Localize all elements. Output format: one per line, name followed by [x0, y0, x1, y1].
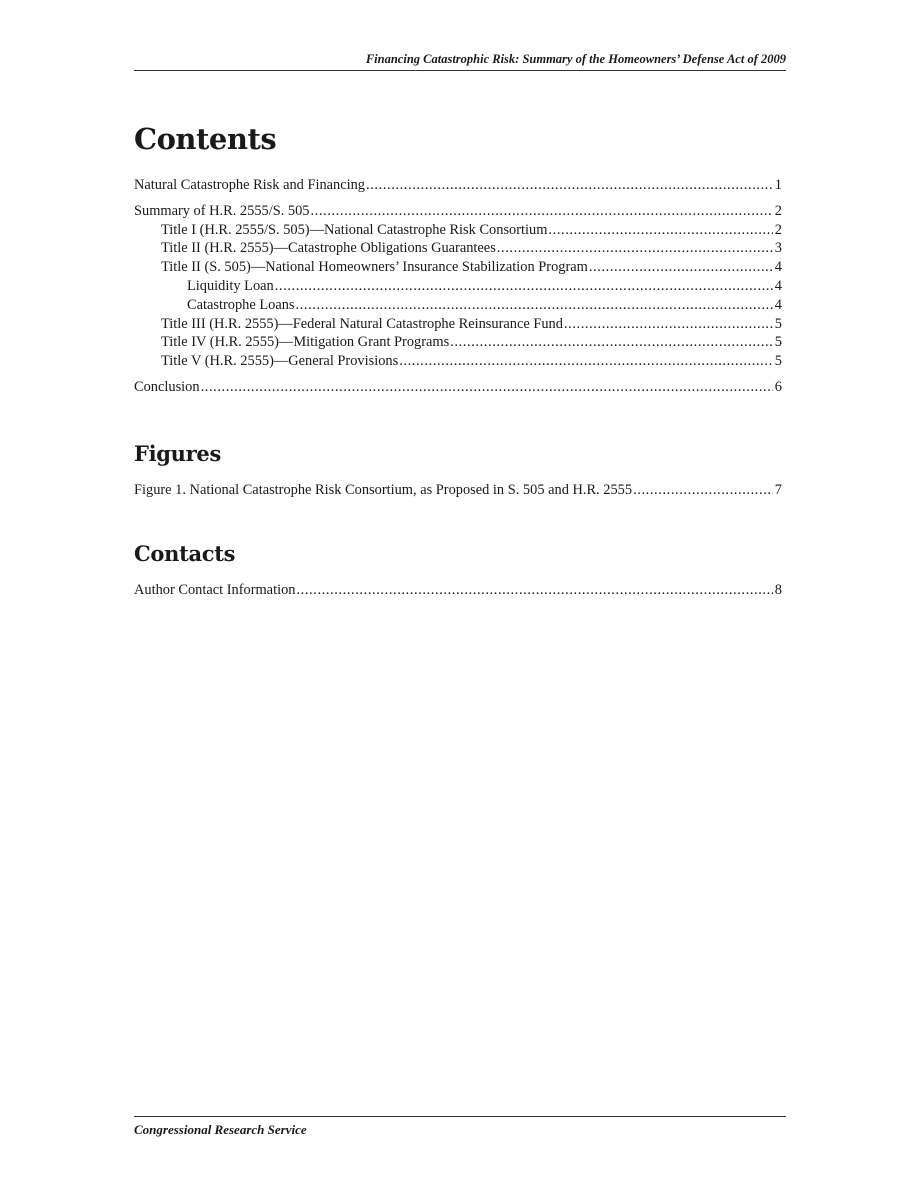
toc-entry-title: Title III (H.R. 2555)—Federal Natural Catastrophe Reinsurance Fund [161, 315, 563, 332]
contents-heading: Contents [134, 122, 277, 156]
dot-leader [399, 352, 773, 371]
toc-entry[interactable] [134, 333, 782, 352]
toc-entry-title: Title II (H.R. 2555)—Catastrophe Obligations Guarantees [161, 240, 496, 257]
toc-entry-page: 1 [774, 177, 782, 193]
dot-leader [311, 202, 774, 221]
contacts-heading: Contacts [134, 541, 236, 566]
dot-leader [296, 581, 773, 600]
toc-entry-page: 4 [774, 259, 782, 276]
toc-entry-page: 2 [774, 221, 782, 238]
toc-entry-title: Conclusion [134, 378, 200, 395]
figure-entry-title: Figure 1. National Catastrophe Risk Consortium, as Proposed in S. 505 and H.R. 2555 [134, 482, 633, 498]
contact-entry[interactable] [134, 581, 782, 600]
toc-entry[interactable] [134, 221, 782, 240]
toc-entry-page: 4 [774, 277, 782, 294]
toc-entry[interactable] [134, 176, 782, 195]
toc-entry-title: Title I (H.R. 2555/S. 505)—National Catastrophe Risk Consortium [161, 221, 548, 238]
dot-leader [633, 481, 773, 500]
toc-entry[interactable] [134, 352, 782, 371]
running-title: Financing Catastrophic Risk: Summary of the Homeowners’ Defense Act of 2009 [365, 52, 786, 66]
dot-leader [201, 378, 773, 397]
toc-entry-title: Title V (H.R. 2555)—General Provisions [161, 353, 399, 370]
dot-leader [589, 258, 773, 277]
toc-entry-title: Title II (S. 505)—National Homeowners’ Insurance Stabilization Program [161, 259, 588, 276]
toc-entry[interactable] [134, 258, 782, 277]
contacts-list [134, 581, 782, 600]
footer-text: Congressional Research Service [134, 1122, 307, 1137]
figures-heading: Figures [134, 441, 221, 466]
figures-list [134, 481, 782, 500]
contents-list [134, 176, 782, 397]
toc-entry-page: 5 [774, 353, 782, 370]
dot-leader [450, 333, 773, 352]
contact-entry-page: 8 [774, 582, 782, 598]
toc-entry-page: 5 [774, 315, 782, 332]
toc-entry[interactable] [134, 277, 782, 296]
toc-entry-title: Liquidity Loan [187, 277, 274, 294]
toc-entry-page: 2 [774, 202, 782, 219]
dot-leader [548, 221, 773, 240]
figure-entry[interactable] [134, 481, 782, 500]
toc-entry[interactable] [134, 378, 782, 397]
toc-entry[interactable] [134, 315, 782, 334]
toc-entry-title: Natural Catastrophe Risk and Financing [134, 177, 366, 193]
contact-entry-title: Author Contact Information [134, 582, 296, 598]
page-footer [134, 1116, 786, 1138]
dot-leader [296, 296, 773, 315]
toc-entry-page: 4 [774, 296, 782, 313]
toc-entry-page: 5 [774, 334, 782, 351]
toc-entry[interactable] [134, 202, 782, 221]
toc-entry[interactable] [134, 296, 782, 315]
running-header [134, 52, 786, 71]
dot-leader [275, 277, 773, 296]
toc-entry-title: Title IV (H.R. 2555)—Mitigation Grant Programs [161, 334, 450, 351]
toc-entry-title: Catastrophe Loans [187, 296, 295, 313]
figure-entry-page: 7 [774, 482, 782, 498]
toc-entry-page: 3 [774, 240, 782, 257]
dot-leader [564, 315, 773, 334]
toc-entry-title: Summary of H.R. 2555/S. 505 [134, 202, 310, 219]
dot-leader [497, 239, 773, 258]
dot-leader [366, 176, 773, 195]
toc-entry[interactable] [134, 239, 782, 258]
toc-entry-page: 6 [774, 378, 782, 395]
